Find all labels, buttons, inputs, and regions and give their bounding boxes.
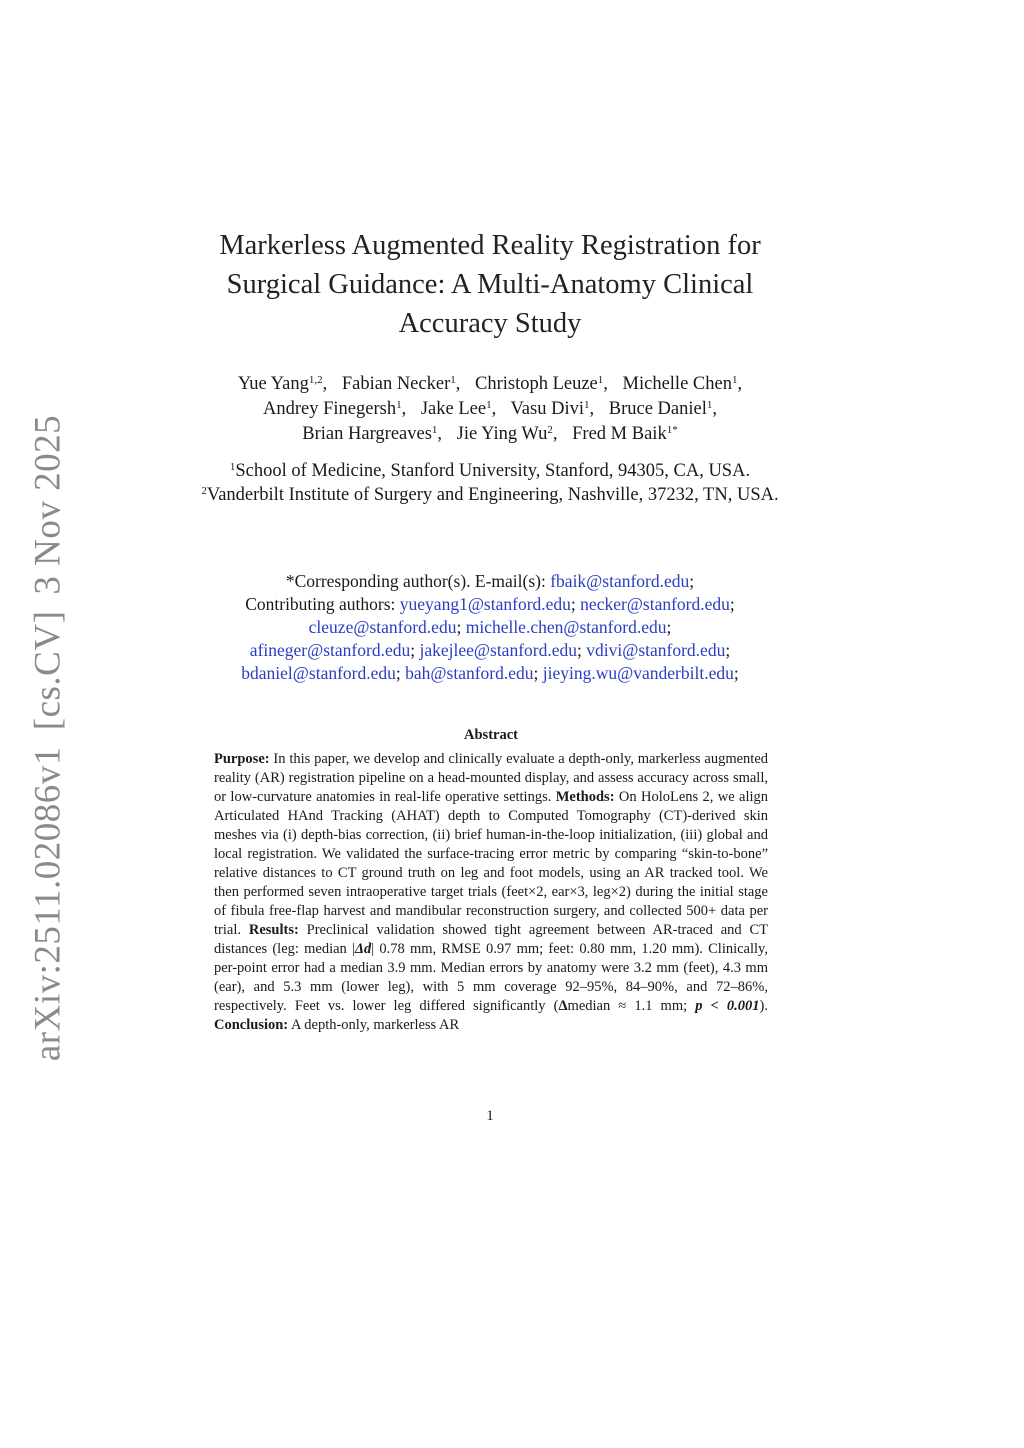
delta-d-symbol: Δd [354, 941, 372, 957]
affiliation: $^2$Vanderbilt Institute of Surgery and Engineering, Nashville, 37232, TN, USA. [201, 484, 779, 505]
affiliation: $^1$School of Medicine, Stanford University, Stanford, 94305, CA, USA. [229, 461, 751, 481]
purpose-text: In this paper, we develop and clinically evaluate a depth-only, markerless augmented reality (AR) registration pipeline on a head-mounted display, and assess accuracy across small, or low-curvature anatomies in real-life operative settings. [214, 751, 769, 805]
conclusion-text: A depth-only, markerless AR [290, 1017, 460, 1033]
email-link[interactable]: fbaik@stanford.edu [550, 571, 690, 591]
delta-symbol: Δ [558, 998, 568, 1014]
arxiv-date: 3 Nov 2025 [27, 414, 69, 595]
author: Andrey Finegersh$^1$, [263, 399, 407, 419]
p-value: p < 0.001 [695, 998, 760, 1014]
page-number: 1 [486, 1108, 494, 1124]
results-text: ). [759, 998, 768, 1014]
results-text: Preclinical validation showed tight agreement between AR-traced and CT distances (leg: median | [214, 922, 769, 957]
methods-text: On HoloLens 2, we align Articulated HAnd Tracking (AHAT) depth to Computed Tomography (CT)-derived skin meshes via (i) depth-bias correction, (ii) brief human-in-the-loop initialization, (iii) global and local registration. We validated the surface-tracing error metric by comparing “skin-to-bone” relative distances to CT ground truth on leg and foot models, using an AR tracked tool. We then performed seven intraoperative target trials (feet×2, ear×3, leg×2) during the initial stage of fibula free-flap harvest and mandibular reconstruction surgery, and collected 500+ data per trial. [214, 789, 768, 938]
author: Vasu Divi$^1$, [510, 399, 595, 419]
purpose-label: Purpose: [214, 751, 270, 767]
email-link[interactable]: bdaniel@stanford.edu [241, 663, 396, 683]
arxiv-stamp [27, 399, 70, 1061]
email-link[interactable]: cleuze@stanford.edu [308, 617, 457, 637]
author: Michelle Chen$^1$, [622, 374, 743, 394]
arxiv-category: [cs.CV] [27, 610, 69, 731]
methods-label: Methods: [555, 789, 615, 805]
author: Brian Hargreaves$^1$, [302, 424, 443, 444]
contributing-label: Contributing authors: [245, 594, 396, 614]
email-link[interactable]: michelle.chen@stanford.edu [465, 617, 667, 637]
author: Bruce Daniel$^1$, [608, 399, 717, 419]
author: Jake Lee$^1$, [420, 399, 497, 419]
affiliations [180, 460, 800, 507]
title-line: Surgical Guidance: A Multi-Anatomy Clinical [226, 269, 754, 300]
title-line: Markerless Augmented Reality Registration for [219, 230, 761, 261]
email-link[interactable]: afineger@stanford.edu [249, 640, 411, 660]
results-label: Results: [248, 922, 299, 938]
title-line: Accuracy Study [398, 308, 582, 339]
email-link[interactable]: jieying.wu@vanderbilt.edu [542, 663, 734, 683]
results-text: median ≈ 1.1 mm; [567, 998, 696, 1014]
abstract-heading: Abstract [464, 727, 518, 743]
abstract-body [214, 750, 768, 1035]
email-link[interactable]: yueyang1@stanford.edu [399, 594, 571, 614]
conclusion-label: Conclusion: [214, 1017, 289, 1033]
author: Fred M Baik$^{1*}$ [572, 424, 678, 444]
arxiv-id: arXiv:2511.02086v1 [27, 746, 69, 1062]
results-text: | 0.78 mm, RMSE 0.97 mm; feet: 0.80 mm, 1.20 mm). Clinically, per-point error had a median 3.9 mm. Median errors by anatomy were 3.2 mm (feet), 4.3 mm (ear), and 5.3 mm (lower leg), with 5 mm coverage 92–95%, 84–90%, and 72–86%, respectively. Feet vs. lower leg differed significantly ( [214, 941, 768, 1014]
author-list [160, 372, 820, 447]
paper-title [180, 226, 800, 343]
email-link[interactable]: necker@stanford.edu [580, 594, 730, 614]
author: Jie Ying Wu$^2$, [456, 424, 558, 444]
author: Fabian Necker$^1$, [341, 374, 461, 394]
author: Christoph Leuze$^1$, [474, 374, 608, 394]
author: Yue Yang$^{1,2}$, [237, 374, 328, 394]
email-link[interactable]: bah@stanford.edu [405, 663, 534, 683]
corresponding-label: *Corresponding author(s). E-mail(s): [285, 571, 546, 591]
correspondence: *Corresponding author(s). E-mail(s): fbaik@stanford.edu; Contributing authors: yueyang1@stanford.edu; necker@stanford.edu; cleuze@stanford.edu; michelle.chen@stanford.edu; afineger@stanford.edu; jakejlee@stanford.edu; vdivi@stanford.edu; bdaniel@stanford.edu; bah@stanford.edu; jieying.wu@vanderbilt.edu; [241, 571, 739, 683]
email-link[interactable]: jakejlee@stanford.edu [419, 640, 577, 660]
email-link[interactable]: vdivi@stanford.edu [586, 640, 726, 660]
